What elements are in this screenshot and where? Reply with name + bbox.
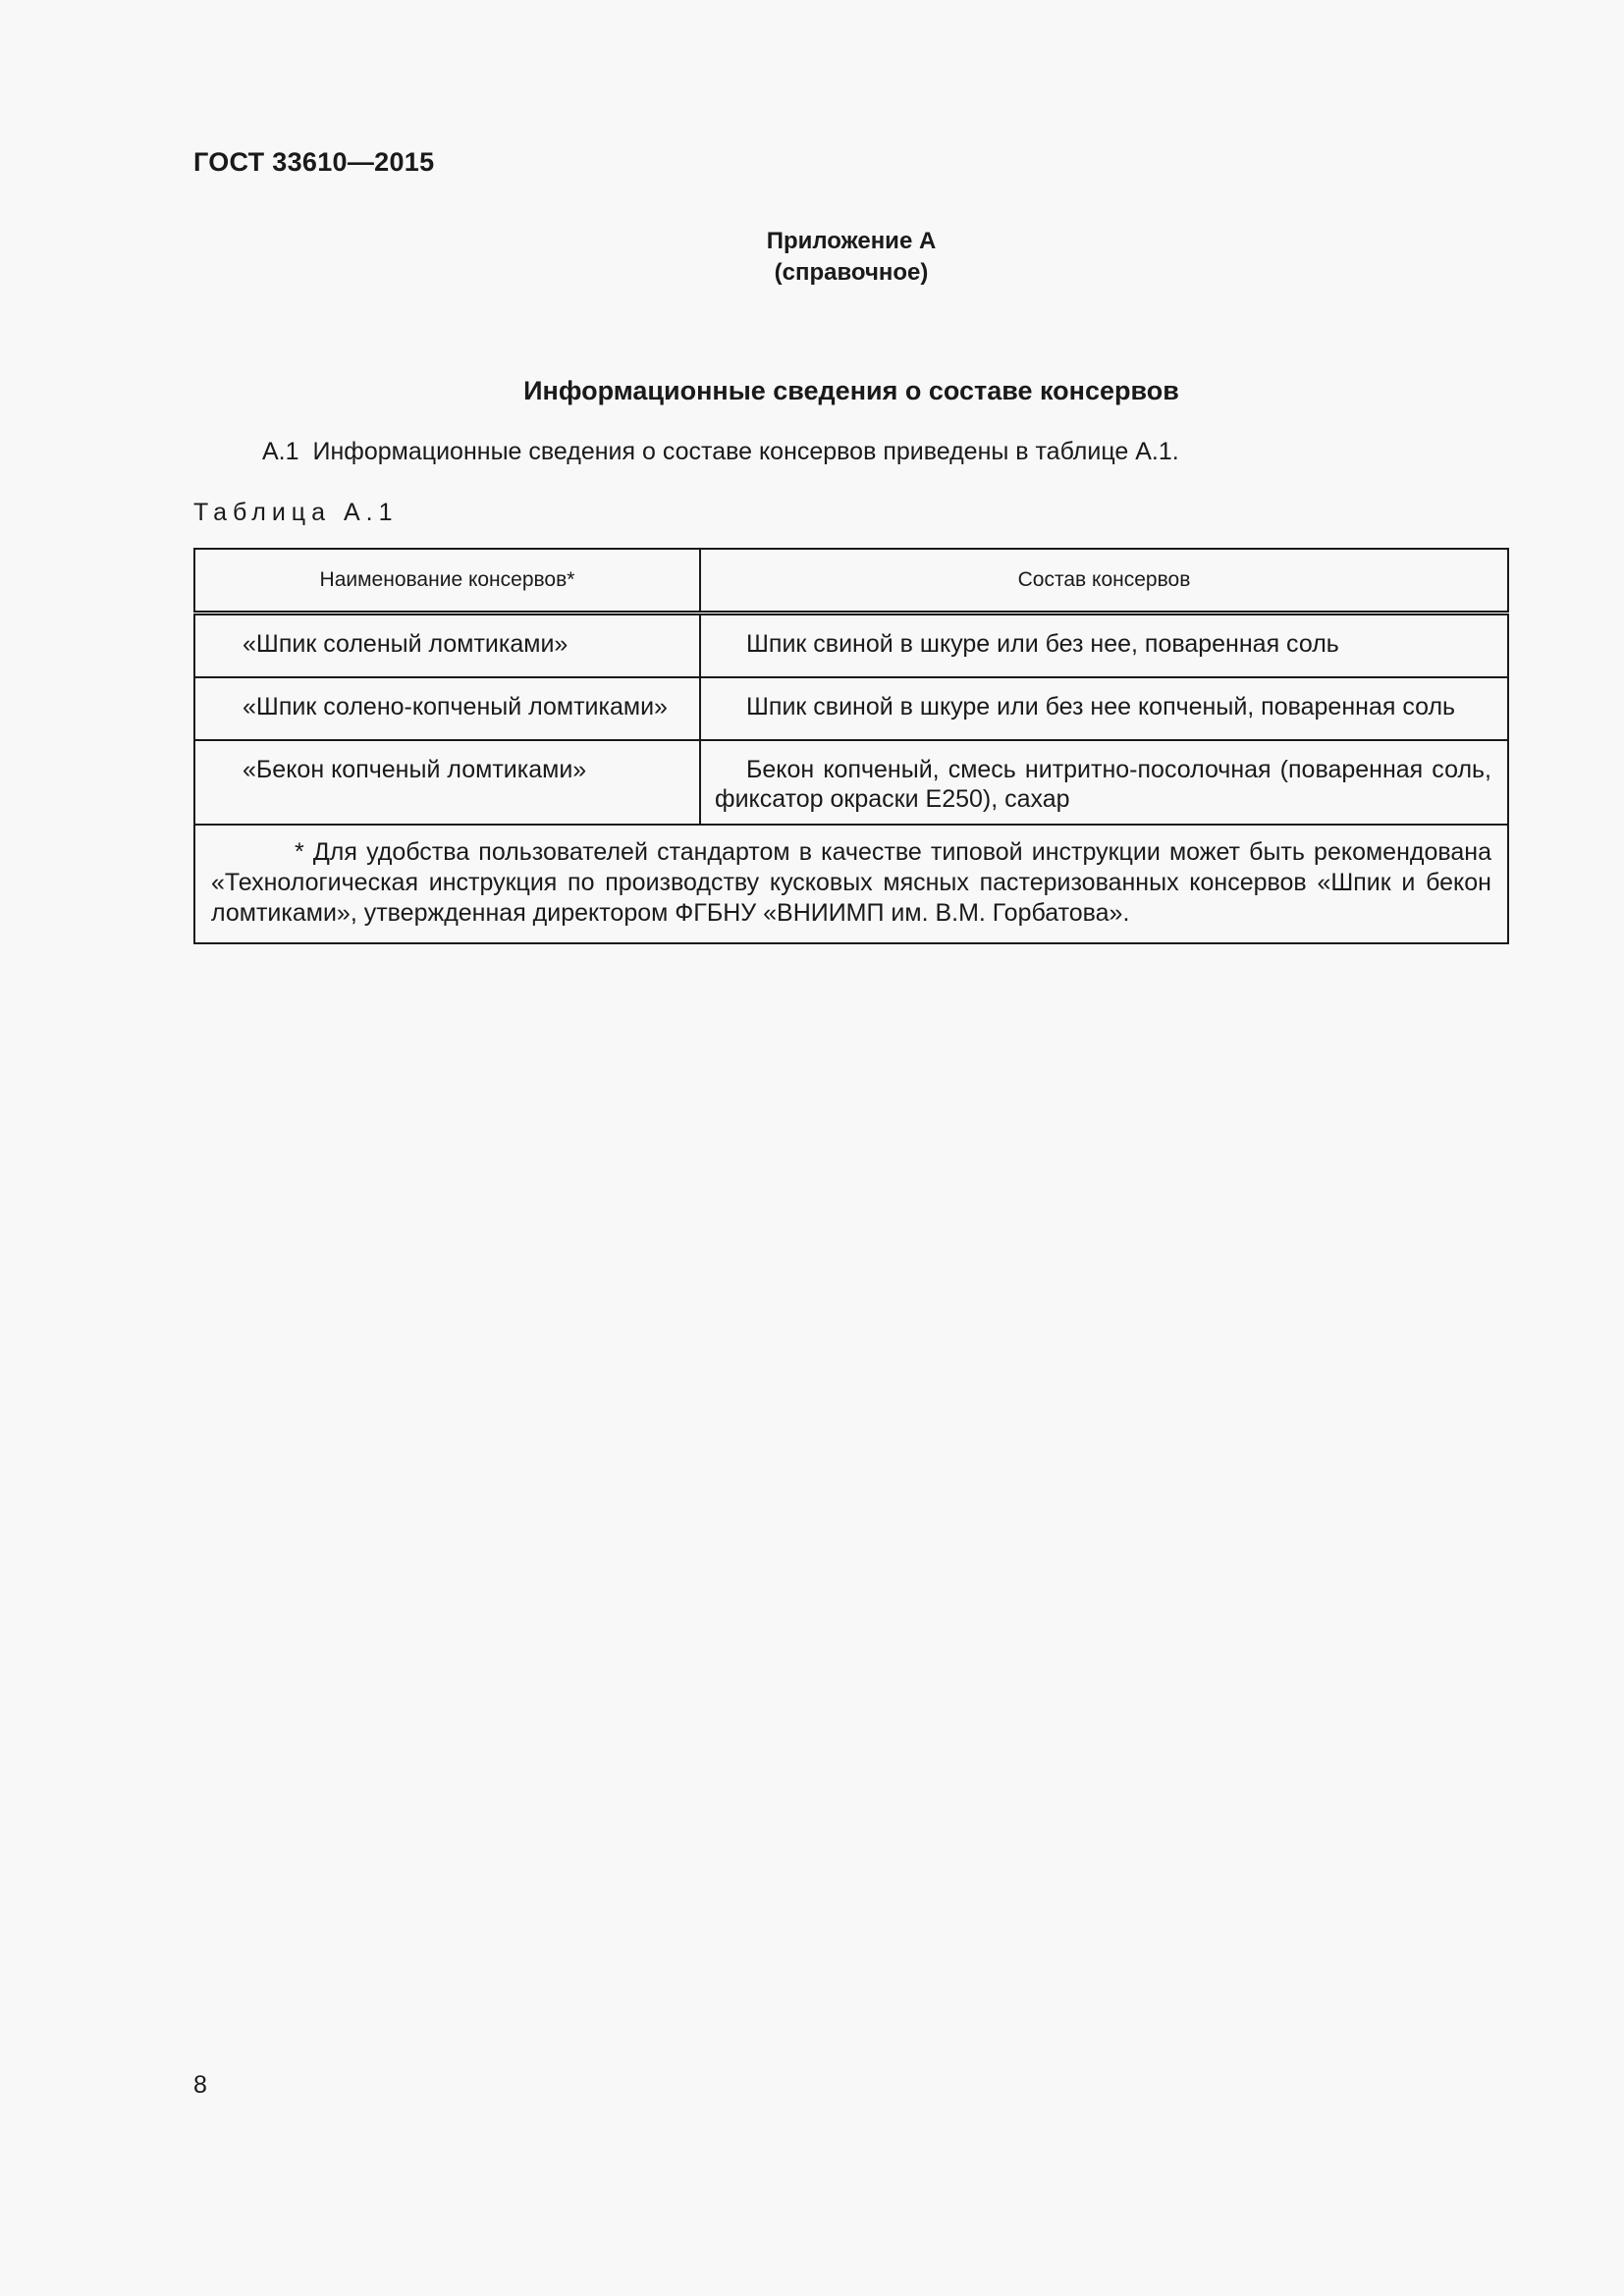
row-composition: Шпик свиной в шкуре или без нее, поваренная соль: [700, 614, 1508, 678]
paragraph-number: А.1: [262, 438, 299, 465]
appendix-title: Приложение А: [766, 228, 937, 254]
row-composition: Шпик свиной в шкуре или без нее копченый, поваренная соль: [700, 677, 1508, 740]
section-title: Информационные сведения о составе консервов: [523, 376, 1179, 405]
row-name: «Шпик солено-копченый ломтиками»: [194, 677, 700, 740]
row-name: «Шпик соленый ломтиками»: [194, 614, 700, 678]
document-code: ГОСТ 33610—2015: [193, 147, 435, 177]
column-header-name: Наименование консервов*: [194, 549, 700, 614]
table-row: [194, 614, 1508, 678]
column-header-composition: Состав консервов: [700, 549, 1508, 614]
table-row: [194, 740, 1508, 825]
row-composition: Бекон копченый, смесь нитритно-посолочная (поваренная соль, фиксатор окраски Е250), сахар: [700, 740, 1508, 825]
table-header-row: [194, 549, 1508, 614]
paragraph-a1: [262, 438, 1179, 466]
page-number: 8: [193, 2071, 207, 2099]
row-name: «Бекон копченый ломтиками»: [194, 740, 700, 825]
appendix-subtitle: (справочное): [774, 259, 929, 286]
appendix-heading: [0, 226, 1624, 289]
table-footnote: * Для удобства пользователей стандартом в качестве типовой инструкции может быть рекомендована «Технологическая инструкция по производству кусковых мясных пастеризованных консервов «Шпик и бекон ломтиками», утвержденная директором ФГБНУ «ВНИИМП им. В.М. Горбатова».: [194, 825, 1508, 943]
composition-table: [193, 548, 1509, 944]
table-footnote-row: [194, 825, 1508, 943]
paragraph-text: Информационные сведения о составе консервов приведены в таблице А.1.: [312, 438, 1179, 465]
table-caption: Таблица А.1: [193, 499, 399, 526]
table-row: [194, 677, 1508, 740]
